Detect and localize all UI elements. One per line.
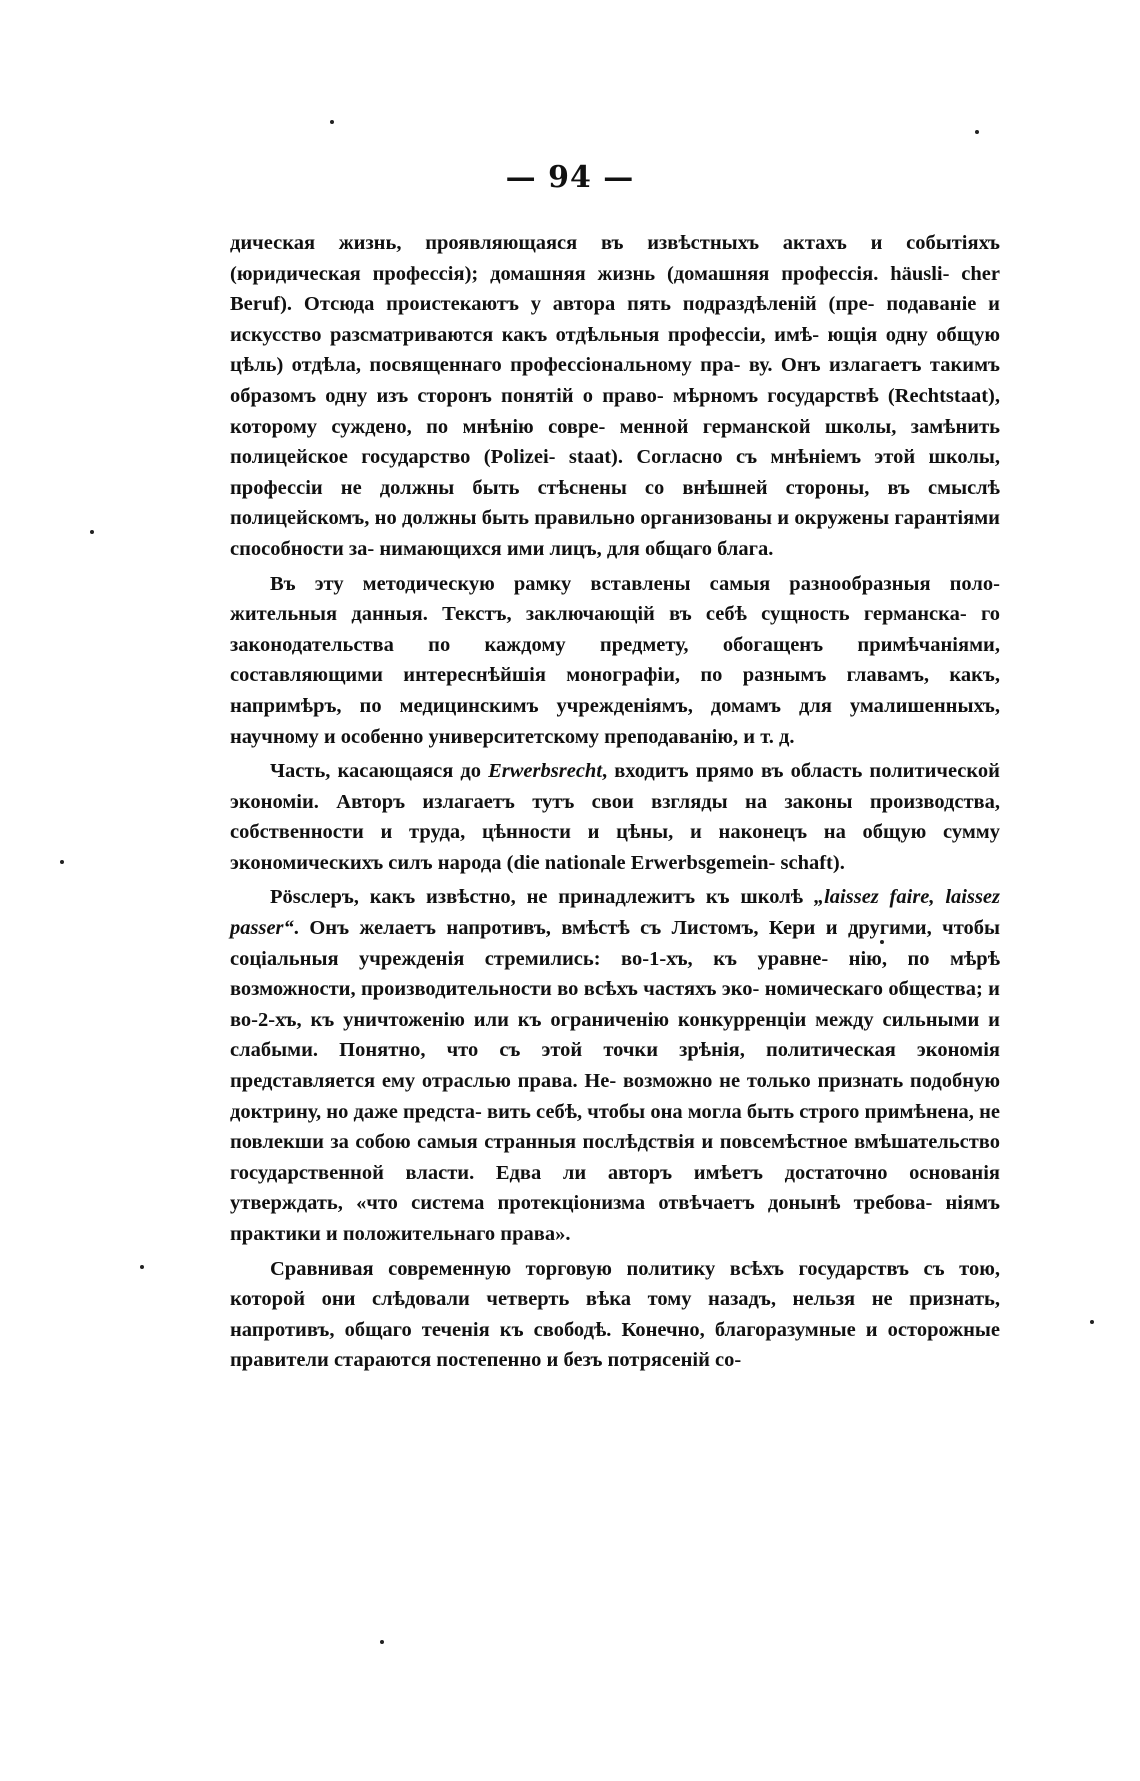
- paragraph-2: Въ эту методическую рамку вставлены самыя разнообразныя поло- жительныя данныя. Текстъ, заключающій въ себѣ сущность германска- го законодательства по каждому предмету, обогащенъ примѣчаніями, составляющими интереснѣйшія монографіи, по разнымъ главамъ, какъ, напримѣръ, по медицинскимъ учрежденіямъ, домамъ для умалишенныхъ, научному и особенно университетскому преподаванію, и т. д.: [230, 572, 1000, 748]
- paragraph-3-text-b: , входитъ прямо въ область политической экономіи. Авторъ излагаетъ тутъ свои взгляды на законы производства, собственности и труда, цѣнности и цѣны, и наконецъ на общую сумму экономическихъ силъ народа (die nationale Erwerbsgemein- schaft).: [230, 760, 1000, 874]
- paragraph-1: дическая жизнь, проявляющаяся въ извѣстныхъ актахъ и событіяхъ (юридическая профессія); домашняя жизнь (домашняя профессія. häusli- cher Beruf). Отсюда проистекаютъ у автора пять подраздѣленій (пре- подаваніе и искусство разсматриваются какъ отдѣльныя профессіи, имѣ- ющія одну общую цѣль) отдѣла, посвященнаго профессіональному пра- ву. Онъ излагаетъ такимъ образомъ одну изъ сторонъ понятій о право- мѣрномъ государствѣ (Rechtstaat), которому суждено, по мнѣнію совре- менной германской школы, замѣнить полицейское государство (Polizei- staat). Согласно съ мнѣніемъ этой школы, профессіи не должны быть стѣснены со внѣшней стороны, въ смыслѣ полицейскомъ, но должны быть правильно организованы и окружены гарантіями способности за- нимающихся ими лицъ, для общаго блага.: [230, 232, 1000, 560]
- paragraph-3: [230, 756, 1000, 878]
- paragraph-3-text-a: Часть, касающаяся до: [270, 760, 489, 783]
- paragraph-4-text-a: Рösслеръ, какъ извѣстно, не принадлежитъ къ школѣ: [270, 886, 814, 909]
- paragraph-4: [230, 882, 1000, 1249]
- page-number: — 94 —: [505, 160, 635, 195]
- body-text: [230, 228, 1000, 1380]
- paragraph-5: Сравнивая современную торговую политику всѣхъ государствъ съ тою, которой они слѣдовали четверть вѣка тому назадъ, нельзя не признать, напротивъ, общаго теченія къ свободѣ. Конечно, благоразумные и осторожные правители стараются постепенно и безъ потрясеній со-: [230, 1257, 1000, 1372]
- scan-speck: [380, 1640, 384, 1644]
- scan-speck: [90, 530, 94, 534]
- scan-speck: [975, 130, 979, 134]
- scan-speck: [330, 120, 334, 124]
- scan-speck: [1090, 1320, 1094, 1324]
- scan-speck: [880, 940, 884, 944]
- paragraph-3-italic-term: Erwerbsrecht: [488, 760, 603, 783]
- paragraph-4-text-b: . Онъ желаетъ напротивъ, вмѣстѣ съ Листомъ, Кери и другими, чтобы соціальныя учрежденія стремились: во-1-хъ, къ уравне- нію, по мѣрѣ возможности, производительности во всѣхъ частяхъ эко- номическаго общества; и во-2-хъ, къ уничтоженію или къ ограниченію конкурренціи между сильными и слабыми. Понятно, что съ этой точки зрѣнія, политическая экономія представляется ему отраслью права. Не- возможно не только признать подобную доктрину, но даже предста- вить себѣ, чтобы она могла быть строго примѣнена, не повлекши за собою самыя странныя послѣдствія и повсемѣстное вмѣшательство государственной власти. Едва ли авторъ имѣетъ достаточно основанія утверждать, «что система протекціонизма отвѣчаетъ донынѣ требова- ніямъ практики и положительнаго права».: [230, 917, 1000, 1245]
- scan-speck: [140, 1265, 144, 1269]
- scan-speck: [60, 860, 64, 864]
- paragraph-4-italic-phrase: „laissez faire, laissez passer“: [230, 886, 1001, 940]
